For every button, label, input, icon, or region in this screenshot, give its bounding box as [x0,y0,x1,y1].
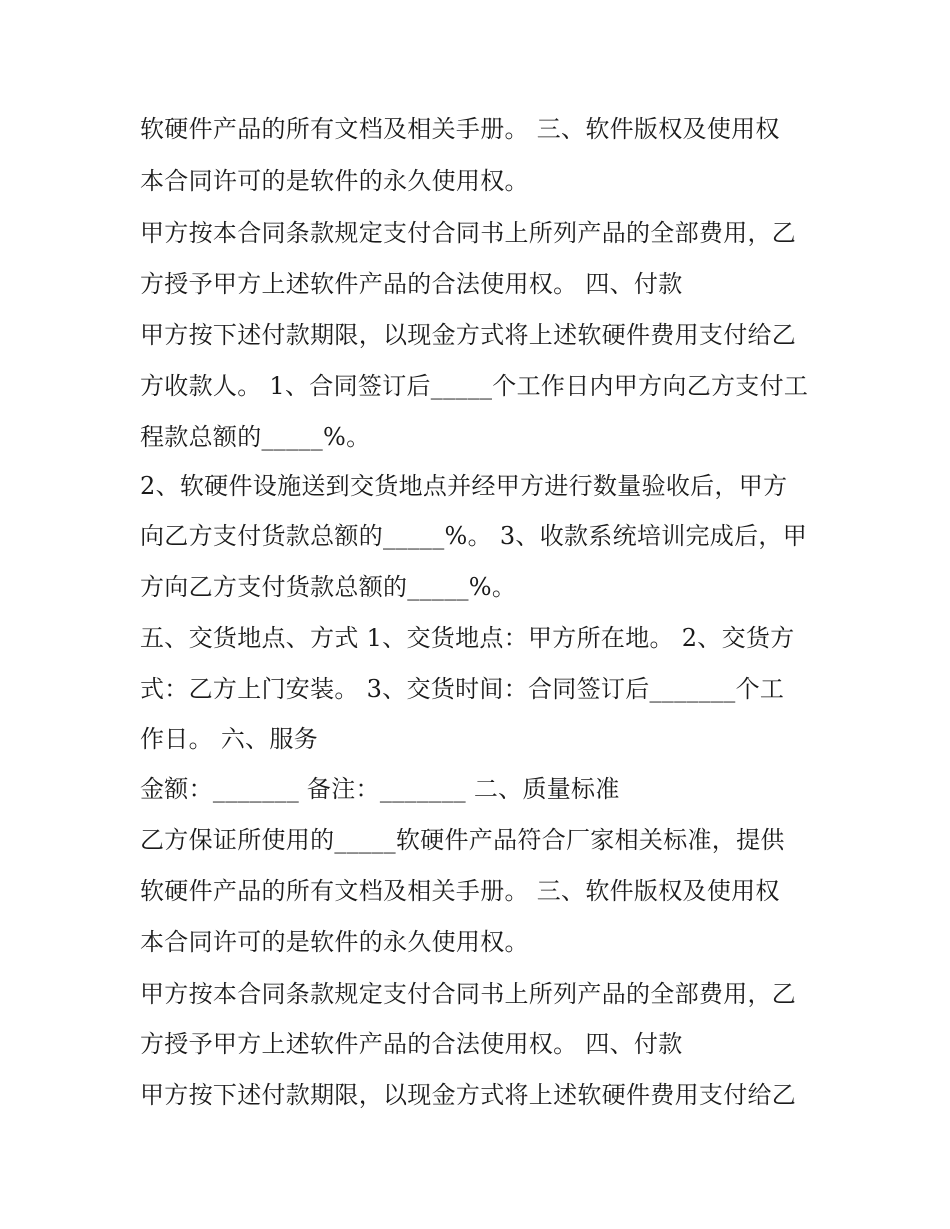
text-line: 软硬件产品的所有文档及相关手册。 三、软件版权及使用权 [140,115,780,143]
text-line: 本合同许可的是软件的永久使用权。 [140,167,529,195]
text-line: 方向乙方支付货款总额的_____%。 [140,573,517,601]
text-line: 方授予甲方上述软件产品的合法使用权。 四、付款 [140,270,683,298]
text-line: 方收款人。 1、合同签订后_____个工作日内甲方向乙方支付工 [140,372,809,400]
text-line: 2、软硬件设施送到交货地点并经甲方进行数量验收后，甲方 [140,472,788,500]
text-line: 方授予甲方上述软件产品的合法使用权。 四、付款 [140,1030,683,1058]
text-line: 金额：_______ 备注：_______ 二、质量标准 [140,775,620,803]
text-line: 式：乙方上门安装。 3、交货时间：合同签订后_______个工 [140,675,785,703]
text-line: 软硬件产品的所有文档及相关手册。 三、软件版权及使用权 [140,877,780,905]
text-line: 本合同许可的是软件的永久使用权。 [140,928,529,956]
text-line: 甲方按本合同条款规定支付合同书上所列产品的全部费用，乙 [140,219,797,247]
text-line: 乙方保证所使用的_____软硬件产品符合厂家相关标准，提供 [140,826,785,854]
text-line: 甲方按下述付款期限，以现金方式将上述软硬件费用支付给乙 [140,321,797,349]
text-line: 五、交货地点、方式 1、交货地点：甲方所在地。 2、交货方 [140,624,795,652]
text-line: 甲方按本合同条款规定支付合同书上所列产品的全部费用，乙 [140,980,797,1008]
text-line: 甲方按下述付款期限，以现金方式将上述软硬件费用支付给乙 [140,1081,797,1109]
text-line: 作日。 六、服务 [140,725,319,753]
text-line: 程款总额的_____%。 [140,423,371,451]
text-line: 向乙方支付货款总额的_____%。 3、收款系统培训完成后，甲 [140,522,808,550]
